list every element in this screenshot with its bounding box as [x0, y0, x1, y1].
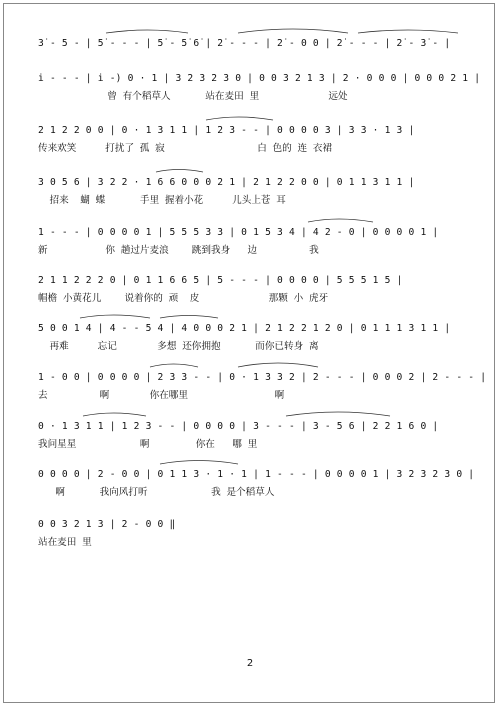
slur-marks [38, 322, 478, 362]
slur-marks [38, 468, 478, 508]
notation-line: 1 - 0 0 | 0 0 0 0 | 2 3 3 - - | 0 · 1 3 3 2 | 2 - - - | 0 0 0 2 | 2 - - - | [38, 372, 487, 383]
lyric-line: 再难 忘记 多想 还你拥抱 而你已转身 离 [38, 341, 319, 352]
notation-line: 2 1 2 2 0 0 | 0 · 1 3 1 1 | 1 2 3 - - | 0 0 0 0 3 | 3 3 · 1 3 | [38, 125, 415, 136]
notation-line: 1 - - - | 0 0 0 0 1 | 5 5 5 3 3 | 0 1 5 3 4 | 4 2 - 0 | 0 0 0 0 1 | [38, 227, 439, 238]
slur-marks [38, 226, 478, 266]
lyric-line: 传来欢笑 打扰了 孤 寂 白 色的 连 衣裙 [38, 143, 333, 154]
slur-marks [38, 37, 478, 77]
notation-line: 0 0 3 2 1 3 | 2 - 0 0 ‖ [38, 519, 176, 530]
lyric-line: 曾 有个稻草人 站在麦田 里 远处 [38, 91, 348, 102]
notation-line: i̇ - - - | i̇ -) 0 · 1 | 3 2 3 2 3 0 | 0 0 3 2 1 3 | 2 · 0 0 0 | 0 0 0 2 1 | [38, 73, 481, 84]
lyric-line: 我问星星 啊 你在 哪 里 [38, 439, 258, 450]
lyric-line: 招来 蝴 蝶 手里 握着小花 儿头上苍 耳 [38, 195, 286, 206]
lyric-line: 去 啊 你在哪里 啊 [38, 390, 285, 401]
slur-marks [38, 371, 478, 411]
slur-marks [38, 420, 478, 460]
notation-line: 3̇ - 5 - | 5̇ - - - | 5̇ - 5̇ 6̇ | 2̇ - - - | 2̇ - 0 0 | 2̇ - - - | 2̇ - 3̇ - | [38, 38, 451, 49]
notation-line: 2 1 1 2 2 2 0 | 0 1 1 6 6 5 | 5 - - - | 0 0 0 0 | 5 5 5 1 5 | [38, 275, 403, 286]
notation-line: 5 0 0 1 4 | 4 - - 5 4 | 4 0 0 0 2 1 | 2 1 2 2 1 2 0 | 0 1 1 1 3 1 1 | [38, 323, 451, 334]
notation-line: 0 · 1 3 1 1 | 1 2 3 - - | 0 0 0 0 | 3 - - - | 3 - 5 6 | 2 2 1 6 0 | [38, 421, 439, 432]
slur-marks [38, 176, 478, 216]
lyric-line: 新 你 趟过片麦浪 跳到我身 边 我 [38, 245, 319, 256]
lyric-line: 站在麦田 里 [38, 537, 92, 548]
notation-line: 0 0 0 0 | 2 - 0 0 | 0 1 1 3 · 1 · 1 | 1 - - - | 0 0 0 0 1 | 3 2 3 2 3 0 | [38, 469, 475, 480]
lyric-line: 啊 我向风打听 我 是个稻草人 [38, 487, 275, 498]
slur-marks [38, 124, 478, 164]
page-number: 2 [246, 658, 254, 669]
notation-line: 3 0 5 6 | 3 2 2 · 1 6 6 0 0 0 2 1 | 2 1 2 2 0 0 | 0 1 1 3 1 1 | [38, 177, 415, 188]
lyric-line: 帽檐 小黄花儿 说着你的 顽 皮 那颗 小 虎牙 [38, 293, 329, 304]
